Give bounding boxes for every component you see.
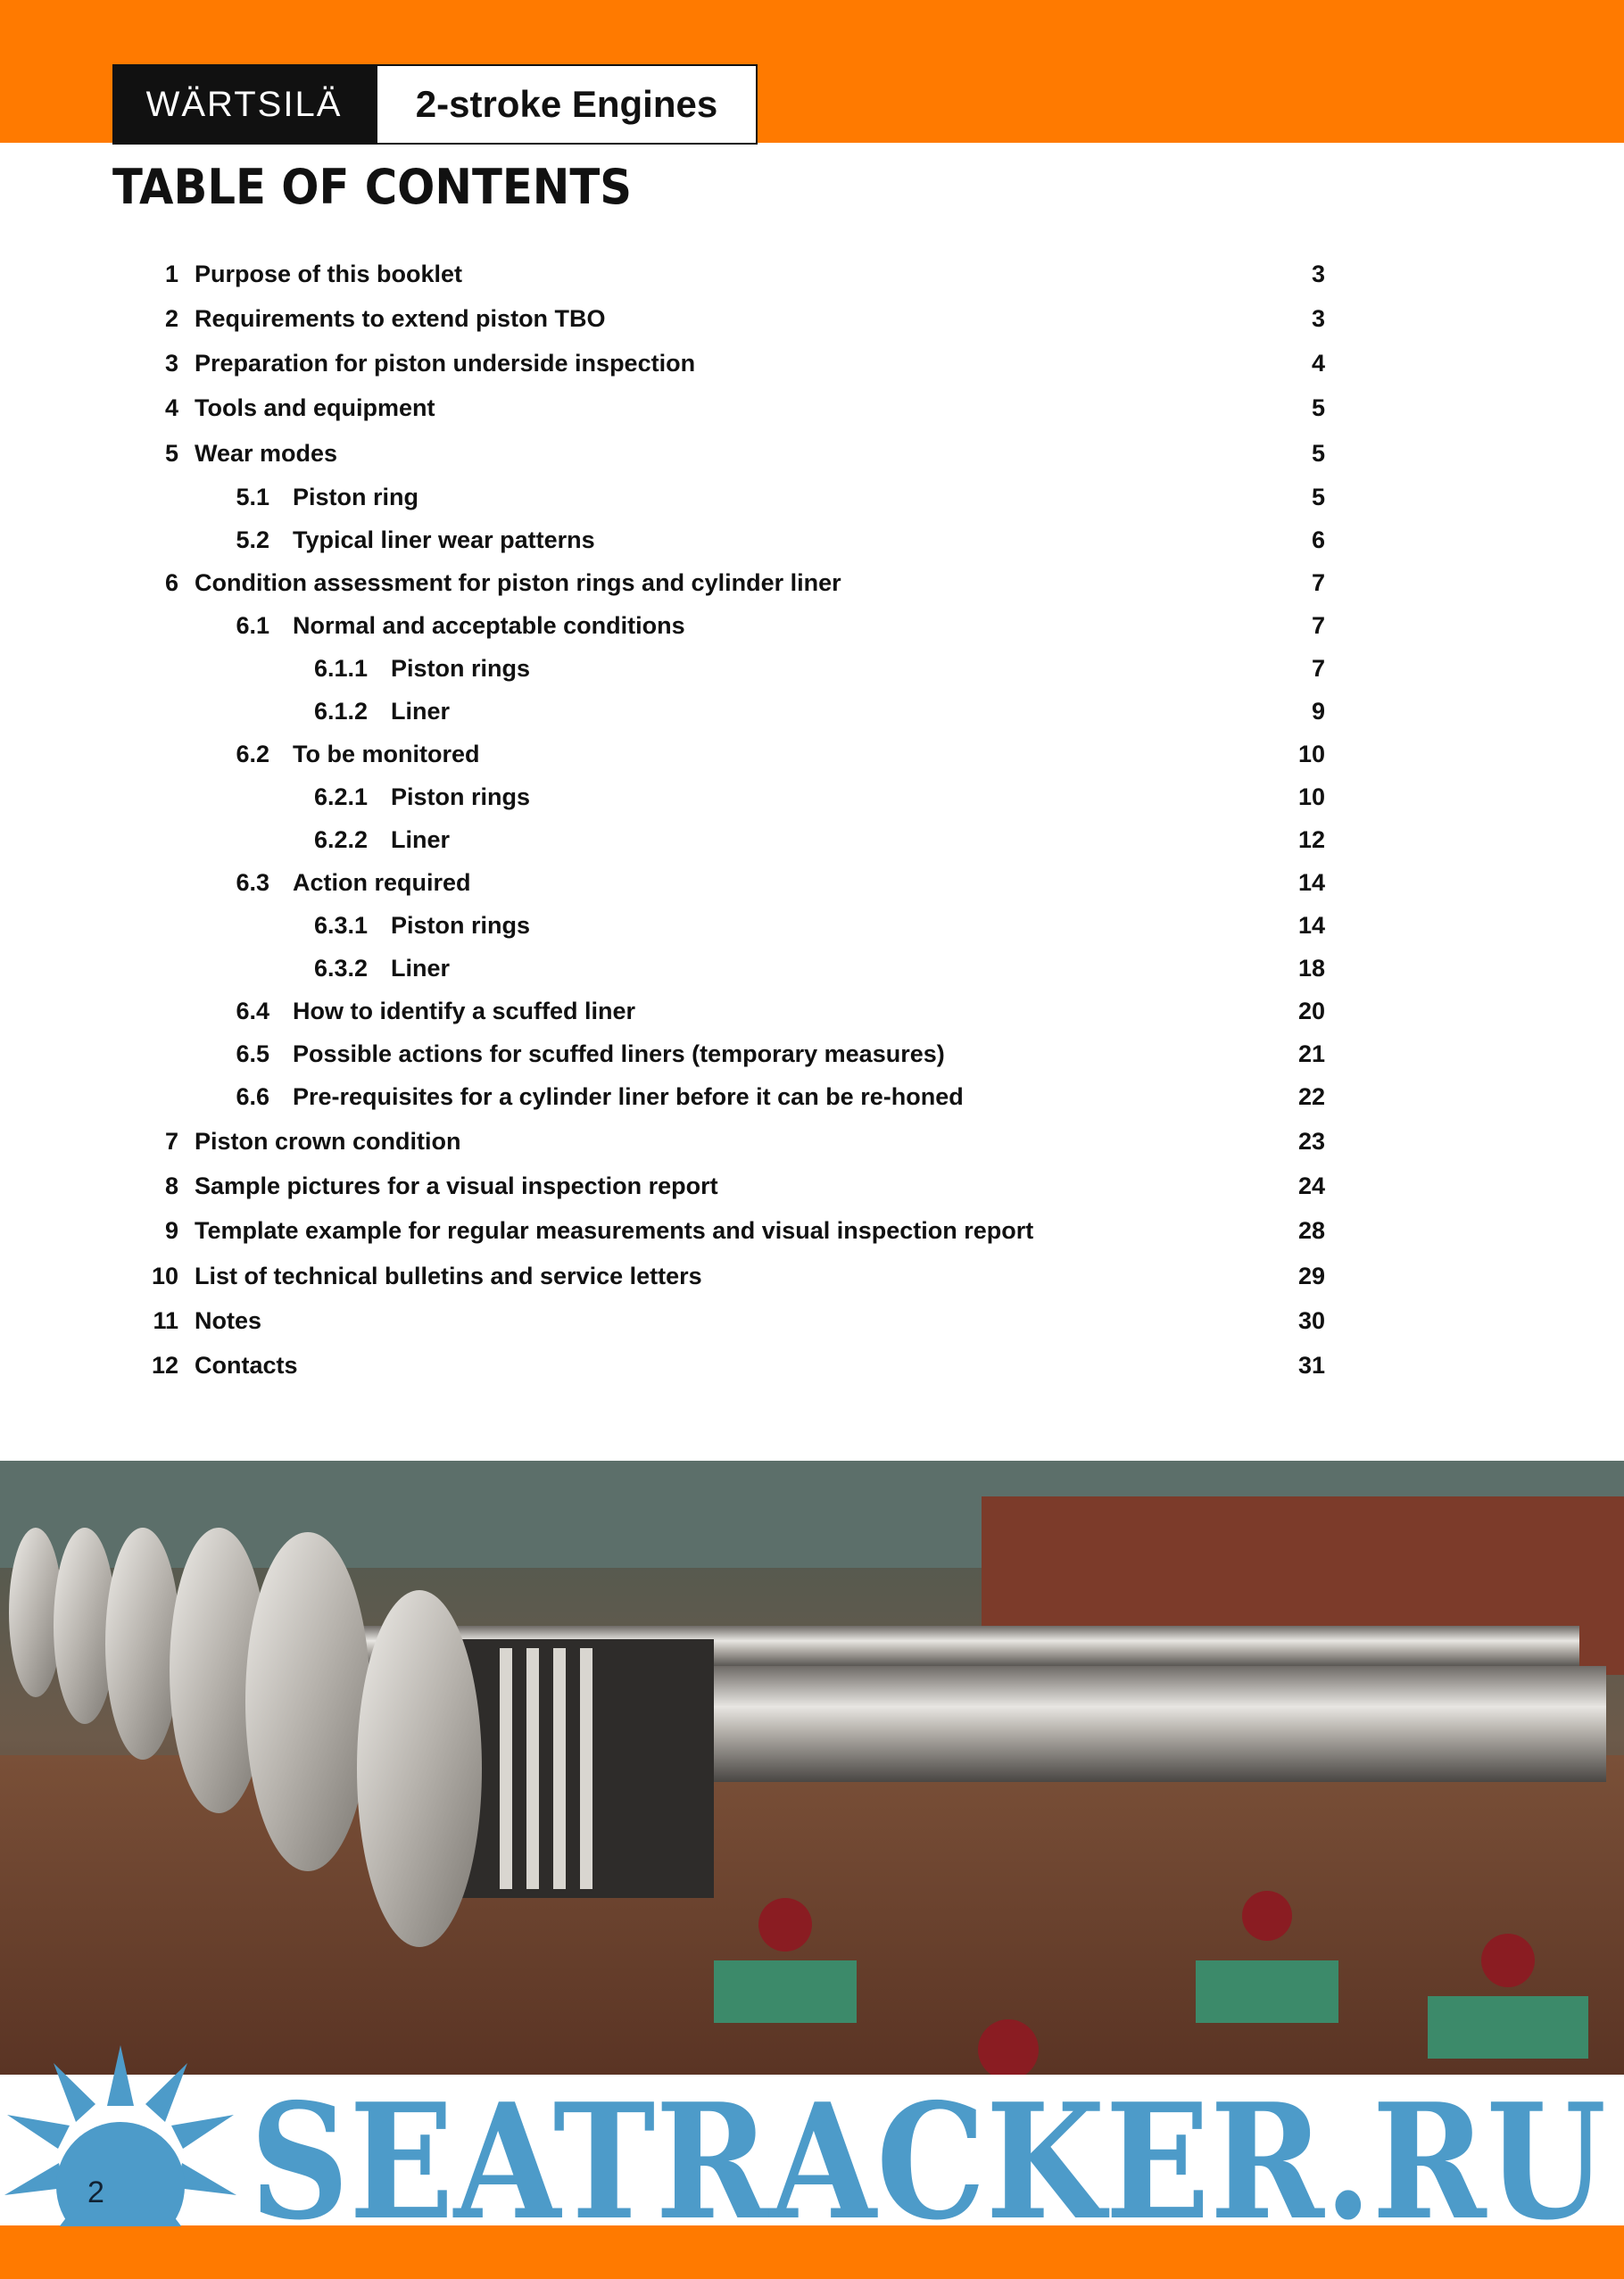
toc-entry-label: Tools and equipment — [195, 394, 435, 421]
toc-entry[interactable] — [0, 912, 1624, 948]
toc-entry-label: Preparation for piston underside inspection — [195, 350, 696, 377]
toc-entry-page: 7 — [1311, 655, 1325, 682]
toc-entry-number: 2 — [164, 305, 178, 332]
toc-entry-page: 20 — [1297, 998, 1325, 1024]
toc-entry-page: 5 — [1311, 484, 1325, 510]
toc-entry-page: 12 — [1297, 826, 1325, 853]
toc-entry-number: 8 — [164, 1173, 178, 1199]
toc-entry-number: 5.1 — [236, 484, 269, 510]
toc-entry-number: 6 — [164, 569, 178, 596]
toc-entry-label: Normal and acceptable conditions — [293, 612, 685, 639]
toc-entry-page: 29 — [1297, 1263, 1325, 1289]
toc-entry-number: 6.1.2 — [313, 698, 368, 725]
toc-entry-label: To be monitored — [293, 741, 480, 767]
toc-entry[interactable] — [0, 350, 1624, 385]
toc-entry-number: 6.1 — [236, 612, 269, 639]
toc-entry-label: Sample pictures for a visual inspection report — [195, 1173, 718, 1199]
toc-entry-label: Piston rings — [391, 655, 531, 682]
pistons-illustration — [0, 1461, 1624, 2075]
toc-entry[interactable] — [0, 1083, 1624, 1119]
toc-entry-number: 12 — [151, 1352, 178, 1379]
toc-entry[interactable] — [0, 955, 1624, 990]
toc-entry-number: 6.1.1 — [313, 655, 368, 682]
toc-entry-page: 30 — [1297, 1307, 1325, 1334]
toc-entry-label: List of technical bulletins and service letters — [195, 1263, 702, 1289]
toc-entry[interactable] — [0, 612, 1624, 648]
toc-entry-page: 5 — [1311, 394, 1325, 421]
toc-entry-number: 5.2 — [236, 526, 269, 553]
toc-entry-number: 6.2.1 — [313, 783, 368, 810]
toc-entry-label: Action required — [293, 869, 471, 896]
toc-entry[interactable] — [0, 1307, 1624, 1343]
toc-entry-label: Purpose of this booklet — [195, 261, 463, 287]
toc-entry-label: Piston rings — [391, 783, 531, 810]
pistons-photo — [0, 1461, 1624, 2075]
toc-entry-number: 11 — [153, 1307, 178, 1334]
toc-entry-label: Requirements to extend piston TBO — [195, 305, 606, 332]
toc-entry-label: Piston ring — [293, 484, 418, 510]
toc-entry-page: 7 — [1311, 569, 1325, 596]
toc-entry-page: 3 — [1311, 305, 1325, 332]
toc-entry-label: Notes — [195, 1307, 262, 1334]
toc-entry-number: 10 — [151, 1263, 178, 1289]
toc-entry-number: 4 — [164, 394, 178, 421]
toc-entry[interactable] — [0, 569, 1624, 605]
toc-entry-page: 5 — [1311, 440, 1325, 467]
toc-entry[interactable] — [0, 394, 1624, 430]
toc-entry-label: Possible actions for scuffed liners (temporary measures) — [293, 1040, 945, 1067]
toc-entry-label: Wear modes — [195, 440, 338, 467]
toc-entry-label: Template example for regular measurements and visual inspection report — [195, 1217, 1034, 1244]
toc-entry[interactable] — [0, 305, 1624, 341]
brand-name: WÄRTSILÄ — [145, 84, 343, 124]
toc-entry[interactable] — [0, 526, 1624, 562]
toc-entry-label: Contacts — [195, 1352, 298, 1379]
toc-entry-number: 6.4 — [236, 998, 269, 1024]
toc-entry[interactable] — [0, 826, 1624, 862]
toc-entry-label: Condition assessment for piston rings and cylinder liner — [195, 569, 841, 596]
toc-entry-number: 6.6 — [236, 1083, 269, 1110]
toc-entry-number: 6.2 — [236, 741, 269, 767]
toc-entry-page: 24 — [1297, 1173, 1325, 1199]
toc-entry-number: 9 — [164, 1217, 178, 1244]
toc-entry-page: 22 — [1297, 1083, 1325, 1110]
page-number: 2 — [87, 2175, 104, 2209]
toc-entry-page: 28 — [1297, 1217, 1325, 1244]
toc-entry-number: 6.3 — [236, 869, 269, 896]
toc-entry-label: Typical liner wear patterns — [293, 526, 595, 553]
toc-entry-page: 9 — [1311, 698, 1325, 725]
toc-entry-number: 6.5 — [236, 1040, 269, 1067]
toc-entry[interactable] — [0, 1217, 1624, 1253]
toc-entry[interactable] — [0, 261, 1624, 296]
toc-entry-page: 14 — [1297, 869, 1325, 896]
toc-entry[interactable] — [0, 998, 1624, 1033]
toc-entry-number: 1 — [164, 261, 178, 287]
toc-entry[interactable] — [0, 1263, 1624, 1298]
toc-entry-number: 5 — [164, 440, 178, 467]
watermark-logo — [250, 2084, 1606, 2244]
toc-entry-page: 21 — [1297, 1040, 1325, 1067]
toc-entry-label: Piston crown condition — [195, 1128, 461, 1155]
toc-entry-label: How to identify a scuffed liner — [293, 998, 636, 1024]
toc-heading: TABLE OF CONTENTS — [112, 159, 633, 215]
document-title: 2-stroke Engines — [415, 83, 718, 125]
toc-entry[interactable] — [0, 698, 1624, 733]
toc-entry-page: 10 — [1297, 741, 1325, 767]
toc-entry[interactable] — [0, 1173, 1624, 1208]
toc-entry-page: 23 — [1297, 1128, 1325, 1155]
toc-entry[interactable] — [0, 1040, 1624, 1076]
toc-entry-number: 3 — [164, 350, 178, 377]
toc-entry-page: 31 — [1297, 1352, 1325, 1379]
toc-entry-label: Piston rings — [391, 912, 531, 939]
toc-entry-number: 6.3.1 — [313, 912, 368, 939]
toc-entry[interactable] — [0, 741, 1624, 776]
toc-entry-label: Pre-requisites for a cylinder liner before it can be re-honed — [293, 1083, 964, 1110]
toc-entry[interactable] — [0, 655, 1624, 691]
toc-entry-page: 6 — [1311, 526, 1325, 553]
toc-entry-number: 6.2.2 — [313, 826, 368, 853]
toc-entry[interactable] — [0, 440, 1624, 476]
toc-entry[interactable] — [0, 869, 1624, 905]
toc-entry[interactable] — [0, 1128, 1624, 1164]
toc-entry-number: 6.3.2 — [313, 955, 368, 982]
toc-entry[interactable] — [0, 783, 1624, 819]
toc-entry-number: 7 — [164, 1128, 178, 1155]
toc-entry-page: 10 — [1297, 783, 1325, 810]
toc-entry-page: 4 — [1311, 350, 1325, 377]
sun-logo-icon — [0, 2043, 241, 2279]
toc-entry-label: Liner — [391, 698, 451, 725]
toc-entry-page: 7 — [1311, 612, 1325, 639]
toc-entry-page: 18 — [1297, 955, 1325, 982]
toc-entry[interactable] — [0, 1352, 1624, 1388]
watermark-text: SEATRACKER.RU — [250, 2084, 1606, 2244]
toc-entry-page: 14 — [1297, 912, 1325, 939]
toc-entry[interactable] — [0, 484, 1624, 519]
toc-entry-label: Liner — [391, 955, 451, 982]
toc-entry-page: 3 — [1311, 261, 1325, 287]
toc-entry-label: Liner — [391, 826, 451, 853]
